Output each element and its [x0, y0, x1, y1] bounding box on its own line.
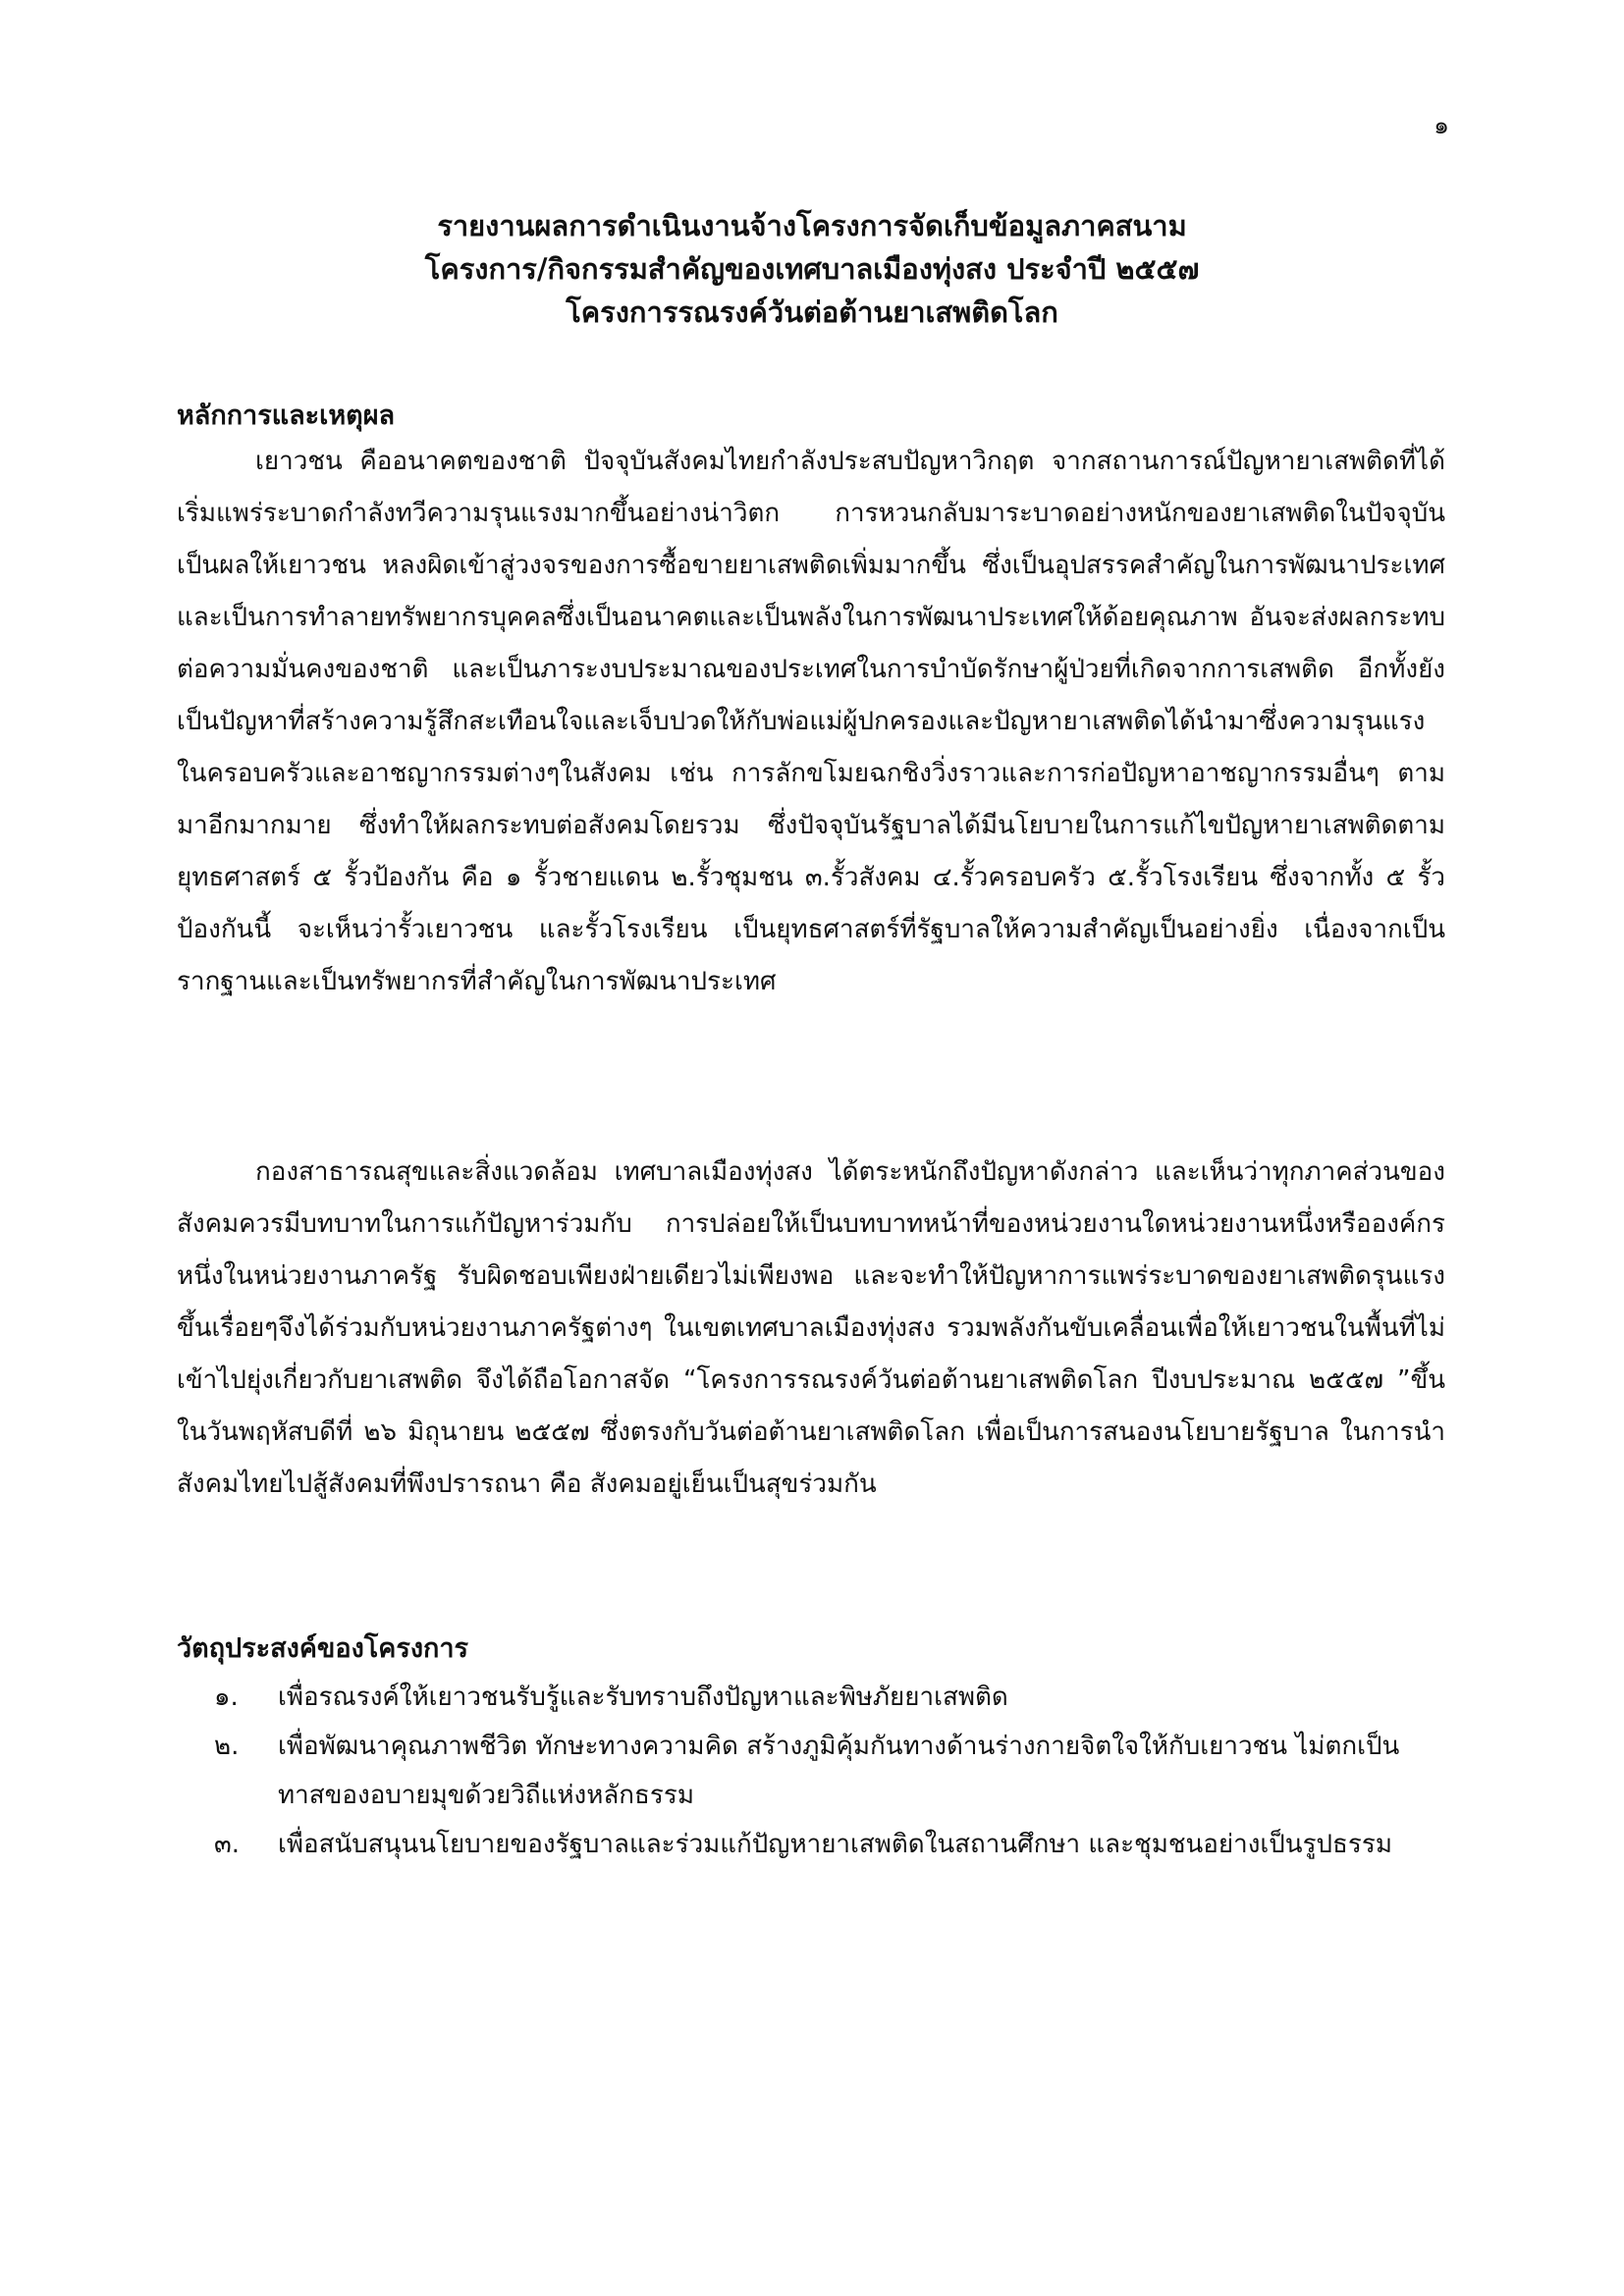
objective-item-3: [177, 1820, 1445, 1869]
title-line-2: โครงการ/กิจกรรมสำคัญของเทศบาลเมืองทุ่งสง ประจำปี ๒๕๕๗: [424, 252, 1200, 286]
objective-number: ๑.: [214, 1682, 239, 1712]
objective-text: เพื่อสนับสนุนนโยบายของรัฐบาลและร่วมแก้ปัญหายาเสพติดในสถานศึกษา และชุมชนอย่างเป็นรูปธรรม: [278, 1830, 1392, 1859]
objectives-heading: วัตถุประสงค์ของโครงการ: [177, 1633, 469, 1664]
principles-paragraph-2: กองสาธารณสุขและสิ่งแวดล้อม เทศบาลเมืองทุ่งสง ได้ตระหนักถึงปัญหาดังกล่าว และเห็นว่าทุกภาคส่วนของสังคมควรมีบทบาทในการแก้ปัญหาร่วมกับ การปล่อยให้เป็นบทบาทหน้าที่ของหน่วยงานใดหน่วยงานหนึ่งหรือองค์กรหนึ่งในหน่วยงานภาครัฐ รับผิดชอบเพียงฝ่ายเดียวไม่เพียงพอ และจะทำให้ปัญหาการแพร่ระบาดของยาเสพติดรุนแรงขึ้นเรื่อยๆจึงได้ร่วมกับหน่วยงานภาครัฐต่างๆ ในเขตเทศบาลเมืองทุ่งสง รวมพลังกันขับเคลื่อนเพื่อให้เยาวชนในพื้นที่ไม่เข้าไปยุ่งเกี่ยวกับยาเสพติด จึงได้ถือโอกาสจัด “โครงการรณรงค์วันต่อต้านยาเสพติดโลก ปีงบประมาณ ๒๕๕๗ ”ขึ้นในวันพฤหัสบดีที่ ๒๖ มิถุนายน ๒๕๕๗ ซึ่งตรงกับวันต่อต้านยาเสพติดโลก เพื่อเป็นการสนองนโยบายรัฐบาล ในการนำสังคมไทยไปสู้สังคมที่พึงปรารถนา คือ สังคมอยู่เย็นเป็นสุขร่วมกัน: [177, 1157, 1445, 1499]
objectives-list: [177, 1673, 1445, 1869]
objective-number: ๒.: [214, 1732, 240, 1761]
objective-item-2: [177, 1722, 1445, 1820]
principles-paragraph-1: เยาวชน คืออนาคตของชาติ ปัจจุบันสังคมไทยกำลังประสบปัญหาวิกฤต จากสถานการณ์ปัญหายาเสพติดที่ได้เริ่มแพร่ระบาดกำลังทวีความรุนแรงมากขึ้นอย่างน่าวิตก การหวนกลับมาระบาดอย่างหนักของยาเสพติดในปัจจุบัน เป็นผลให้เยาวชน หลงผิดเข้าสู่วงจรของการซื้อขายยาเสพติดเพิ่มมากขึ้น ซึ่งเป็นอุปสรรคสำคัญในการพัฒนาประเทศ และเป็นการทำลายทรัพยากรบุคคลซึ่งเป็นอนาคตและเป็นพลังในการพัฒนาประเทศให้ด้อยคุณภาพ อันจะส่งผลกระทบต่อความมั่นคงของชาติ และเป็นภาระงบประมาณของประเทศในการบำบัดรักษาผู้ป่วยที่เกิดจากการเสพติด อีกทั้งยังเป็นปัญหาที่สร้างความรู้สึกสะเทือนใจและเจ็บปวดให้กับพ่อแม่ผู้ปกครองและปัญหายาเสพติดได้นำมาซึ่งความรุนแรงในครอบครัวและอาชญากรรมต่างๆในสังคม เช่น การลักขโมยฉกชิงวิ่งราวและการก่อปัญหาอาชญากรรมอื่นๆ ตามมาอีกมากมาย ซึ่งทำให้ผลกระทบต่อสังคมโดยรวม ซึ่งปัจจุบันรัฐบาลได้มีนโยบายในการแก้ไขปัญหายาเสพติดตามยุทธศาสตร์ ๕ รั้วป้องกัน คือ ๑ รั้วชายแดน ๒.รั้วชุมชน ๓.รั้วสังคม ๔.รั้วครอบครัว ๕.รั้วโรงเรียน ซึ่งจากทั้ง ๕ รั้วป้องกันนี้ จะเห็นว่ารั้วเยาวชน และรั้วโรงเรียน เป็นยุทธศาสตร์ที่รัฐบาลให้ความสำคัญเป็นอย่างยิ่ง เนื่องจากเป็นรากฐานและเป็นทรัพยากรที่สำคัญในการพัฒนาประเทศ: [177, 447, 1445, 996]
principles-heading: หลักการและเหตุผล: [177, 400, 396, 431]
objective-number: ๓.: [214, 1830, 241, 1859]
title-line-1: รายงานผลการดำเนินงานจ้างโครงการจัดเก็บข้อมูลภาคสนาม: [437, 209, 1187, 242]
objective-text: เพื่อรณรงค์ให้เยาวชนรับรู้และรับทราบถึงปัญหาและพิษภัยยาเสพติด: [278, 1682, 1008, 1712]
objective-text: เพื่อพัฒนาคุณภาพชีวิต ทักษะทางความคิด สร้างภูมิคุ้มกันทางด้านร่างกายจิตใจให้กับเยาวชน ไม่ตกเป็นทาสของอบายมุขด้วยวิถีแห่งหลักธรรม: [278, 1732, 1400, 1810]
document-title: [177, 204, 1447, 334]
page-number: ๑: [1434, 111, 1449, 139]
objective-item-1: [177, 1673, 1445, 1722]
title-line-3: โครงการรณรงค์วันต่อต้านยาเสพติดโลก: [566, 295, 1058, 329]
